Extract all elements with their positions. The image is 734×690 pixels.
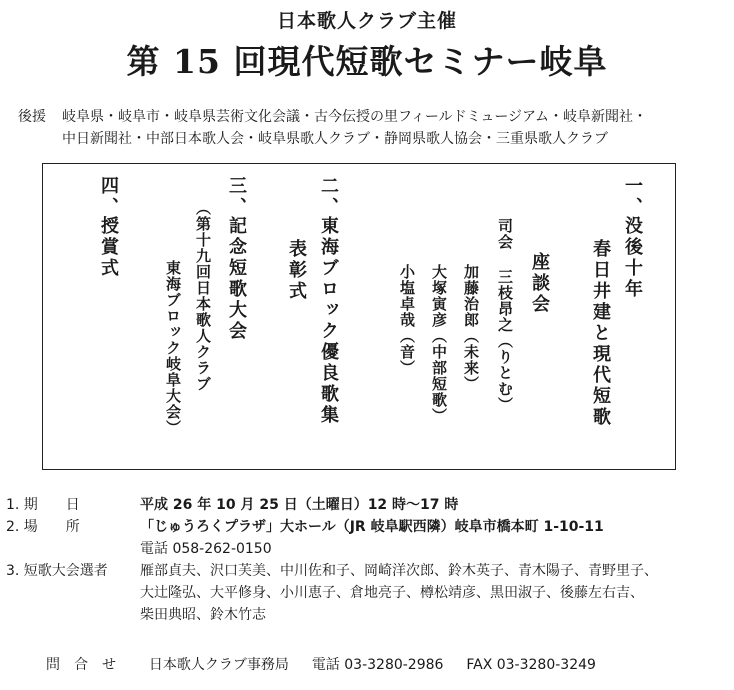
- venue-label: 2. 場 所: [6, 519, 80, 535]
- item1-panelist-2: 大塚寅彦（中部短歌）: [430, 264, 448, 424]
- item3-number: 三、: [226, 176, 247, 218]
- venue-value: 「じゅうろくプラザ」大ホール（JR 岐阜駅西隣）岐阜市橋本町 1-10-11: [140, 519, 604, 535]
- item2-title: 東海ブロック優良歌集: [318, 216, 339, 426]
- item1-panelist-1: 加藤治郎（未来）: [462, 264, 480, 392]
- item2-subtitle: 表彰式: [286, 239, 307, 302]
- date-label: 1. 期 日: [6, 497, 80, 513]
- item1-moderator: 司会 三枝昂之（りとむ）: [496, 218, 514, 413]
- item3-title: 記念短歌大会: [226, 216, 247, 342]
- sponsors-line-1: 岐阜県・岐阜市・岐阜県芸術文化会議・古今伝授の里フィールドミュージアム・岐阜新聞社・: [62, 109, 648, 125]
- item4-title: 授賞式: [98, 216, 119, 279]
- item1-title: 没後十年: [622, 216, 643, 300]
- organizer-line: 日本歌人クラブ主催: [276, 10, 457, 32]
- judges-label: 3. 短歌大会選者: [6, 563, 108, 579]
- item1-number: 一、: [622, 176, 643, 218]
- page-title: 第 15 回現代短歌セミナー岐阜: [126, 42, 608, 81]
- item1-panel-label: 座談会: [529, 252, 550, 315]
- judges-line-2: 大辻隆弘、大平修身、小川恵子、倉地亮子、樽松靖彦、黒田淑子、後藤左右吉、: [140, 585, 644, 601]
- contact-office: 日本歌人クラブ事務局: [148, 657, 289, 673]
- item3-sub-2: 東海ブロック岐阜大会）: [164, 260, 182, 436]
- contact-phone: 電話 03-3280-2986: [311, 657, 444, 673]
- item1-subtitle: 春日井建と現代短歌: [590, 239, 611, 428]
- judges-line-1: 雁部貞夫、沢口芙美、中川佐和子、岡崎洋次郎、鈴木英子、青木陽子、青野里子、: [140, 563, 658, 579]
- item4-number: 四、: [98, 176, 119, 218]
- program-box: [42, 163, 676, 470]
- item3-sub-1: （第十九回日本歌人クラブ: [194, 200, 212, 392]
- contact-label: 問 合 せ: [46, 657, 116, 673]
- venue-phone: 電話 058-262-0150: [140, 541, 272, 557]
- sponsors-list: [62, 106, 726, 150]
- item2-number: 二、: [318, 176, 339, 218]
- sponsors-label: 後援: [18, 109, 46, 125]
- sponsors-line-2: 中日新聞社・中部日本歌人会・岐阜県歌人クラブ・静岡県歌人協会・三重県歌人クラブ: [62, 131, 608, 147]
- contact-row: [46, 654, 596, 674]
- date-value: 平成 26 年 10 月 25 日（土曜日）12 時〜17 時: [140, 497, 459, 513]
- judges-line-3: 柴田典昭、鈴木竹志: [140, 607, 266, 623]
- item1-panelist-3: 小塩卓哉（音）: [398, 264, 416, 376]
- contact-fax: FAX 03-3280-3249: [466, 657, 596, 673]
